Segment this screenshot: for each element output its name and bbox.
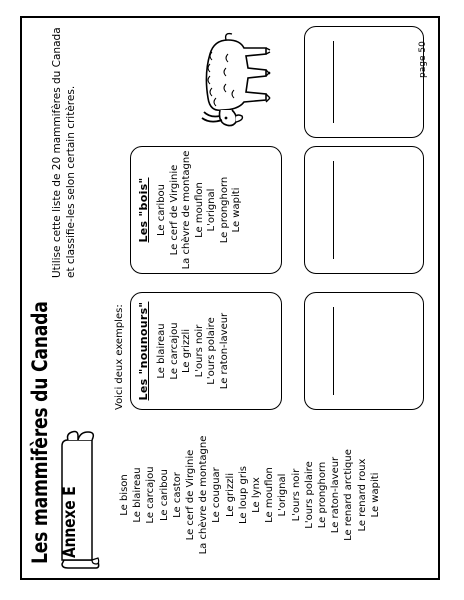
list-item: Le bison [119,474,130,516]
worksheet [22,18,438,578]
list-item: Le castor [171,472,183,518]
list-item: Le raton-laveur [330,456,342,534]
mammal-list [118,420,382,570]
answer-box[interactable] [304,26,424,138]
list-item: Le caribou [156,183,167,237]
write-line[interactable] [333,41,334,123]
annexe-label: Annexe E [60,486,80,558]
example-box-nounours [130,292,282,410]
instructions [50,27,78,278]
write-line[interactable] [333,307,334,395]
write-line[interactable] [333,161,334,259]
list-item: Le pronghorn [218,176,230,244]
list-item: L'ours polaire [206,317,217,385]
list-item: Le pronghorn [317,461,329,529]
list-item: Le caribou [158,468,170,522]
mountain-goat-icon [182,24,278,132]
list-item: La chèvre de montagne [181,150,192,270]
list-item: L'orignal [277,473,289,517]
list-item: Le grizzli [224,472,236,518]
examples-intro: Voici deux exemples: [114,304,125,410]
list-item: L'ours polaire [303,461,315,529]
list-item: Le carcajou [168,322,180,380]
box-title: Les "nounours" [137,301,150,401]
example-box-bois [130,146,282,274]
answer-box[interactable] [304,292,424,410]
list-item: Le loup gris [237,466,249,524]
list-item: Le grizzli [181,328,192,374]
list-item: Le cerf de Virginie [185,449,197,541]
list-item: Le renard roux [356,458,368,532]
list-item: L'ours noir [193,324,205,378]
list-item: Le blaireau [156,323,167,379]
example-list [156,147,244,273]
list-item: Le carcajou [145,466,157,524]
example-list [156,293,231,409]
list-item: La chèvre de montagne [198,435,210,555]
list-item: Le mouflon [264,467,276,523]
page-number: page 50 [418,41,428,78]
list-item: Le cerf de Virginie [168,164,180,256]
list-item: Le lynx [251,477,263,513]
list-item: Le mouflon [193,182,205,238]
list-item: L'orignal [206,188,217,232]
instruction-line: et classifie-les selon certain critères. [65,85,77,278]
list-item: Le wapiti [231,187,242,233]
instruction-line: Utilise cette liste de 20 mammifères du Canada [51,27,63,278]
page-title: Les mammifères du Canada [28,301,52,564]
box-title: Les "bois" [137,177,150,243]
answer-box[interactable] [304,146,424,274]
list-item: Le blaireau [132,467,144,523]
list-item: Le couguar [211,467,223,523]
list-item: L'ours noir [290,468,302,522]
list-item: Le renard arctique [343,449,355,541]
list-item: Le raton-laveur [218,312,230,390]
list-item: Le wapiti [369,472,381,518]
